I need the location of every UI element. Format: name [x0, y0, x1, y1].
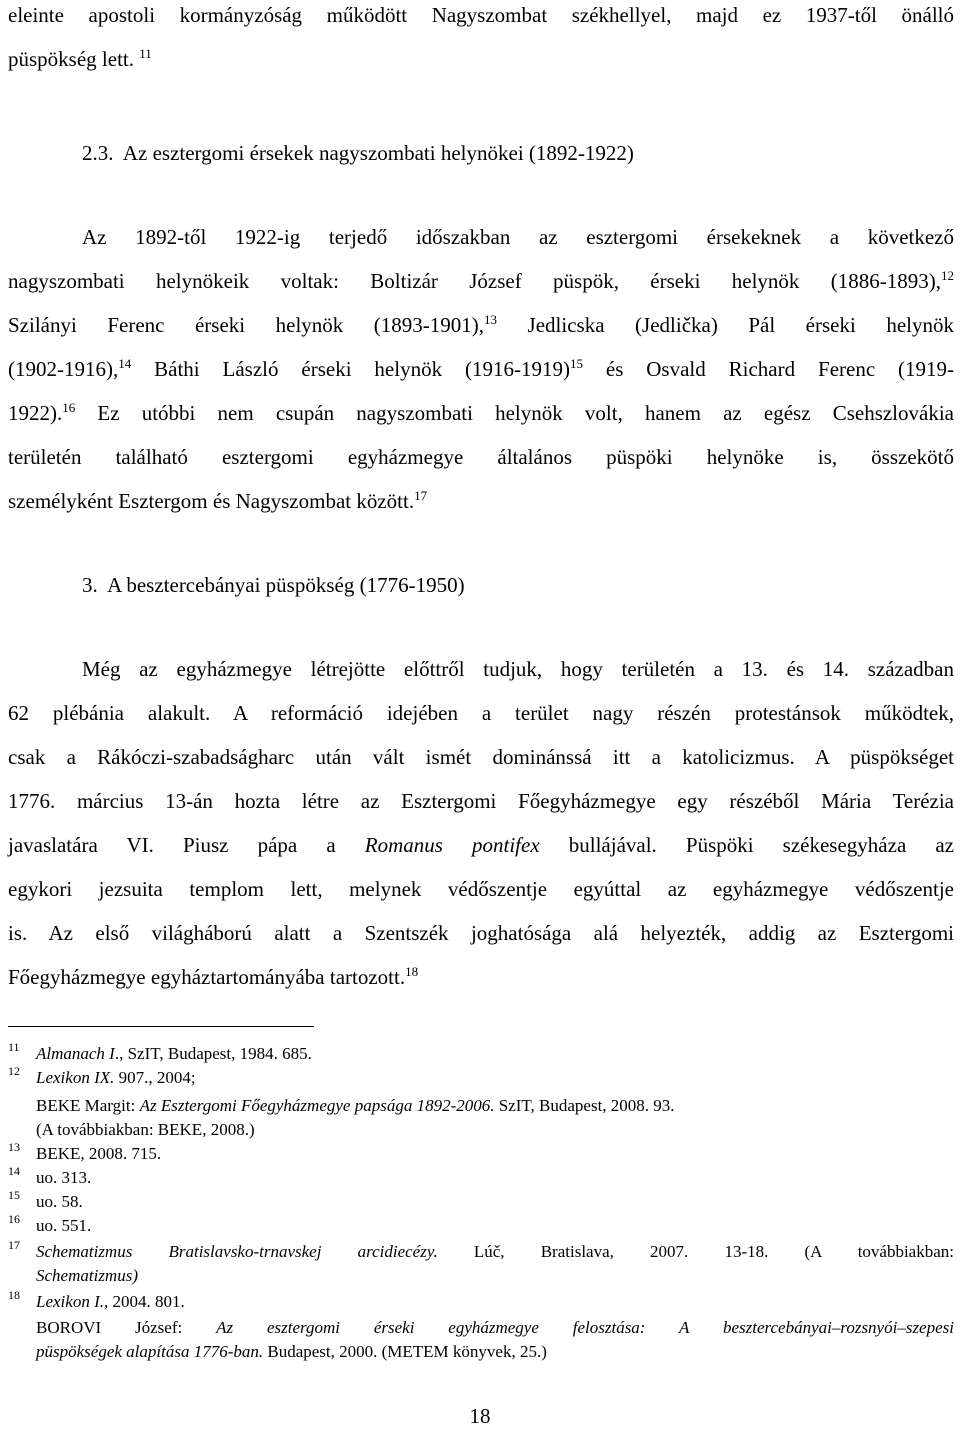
- body-text-line: 1922).$^{16}$ Ez utóbbi nem csupán nagyszombati helynök volt, hanem az egész Csehszlovákia: [8, 400, 954, 425]
- body-text-line: egykori jezsuita templom lett, melynek védőszentje egyúttal az egyházmegye védőszentje: [8, 877, 954, 901]
- body-text-line: (1902-1916),$^{14}$ Báthi László érseki helynök (1916-1919)$^{15}$ és Osvald Richard Ferenc (1919-: [8, 356, 955, 381]
- body-text-line: Szilányi Ferenc érseki helynök (1893-1901),$^{13}$ Jedlicska (Jedlička) Pál érseki helynök: [8, 312, 954, 337]
- footnote-text: Schematizmus): [36, 1266, 138, 1285]
- body-text-line: eleinte apostoli kormányzóság működött Nagyszombat székhellyel, majd ez 1937-től önálló: [8, 3, 954, 27]
- body-text-line: Az 1892-től 1922-ig terjedő időszakban az esztergomi érsekeknek a következő: [82, 225, 954, 249]
- footnote-text: Lexikon IX. 907., 2004;: [36, 1068, 196, 1087]
- body-text-line: püspökség lett. $^{11}$: [8, 46, 152, 71]
- section-heading: 3. A besztercebányai püspökség (1776-1950): [82, 573, 465, 597]
- body-text-line: csak a Rákóczi-szabadságharc után vált ismét dominánssá itt a katolicizmus. A püspökséget: [8, 745, 954, 769]
- body-text-line: Főegyházmegye egyháztartományába tartozott.$^{18}$: [8, 964, 419, 989]
- body-text-line: 1776. március 13-án hozta létre az Esztergomi Főegyházmegye egy részéből Mária Terézia: [8, 789, 954, 813]
- body-text-line: területén található esztergomi egyházmegye általános püspöki helynöke is, összekötő: [8, 445, 954, 469]
- page-number: 18: [469, 1404, 491, 1428]
- footnote-number: 14: [8, 1164, 20, 1178]
- footnote-text: uo. 58.: [36, 1192, 83, 1211]
- footnote-number: 16: [8, 1212, 20, 1226]
- footnote-text: (A továbbiakban: BEKE, 2008.): [36, 1120, 255, 1139]
- footnote-number: 12: [8, 1064, 20, 1078]
- footnote-separator: [8, 1026, 314, 1027]
- italic-title: Romanus pontifex: [364, 833, 540, 857]
- footnote-text: Almanach I., SzIT, Budapest, 1984. 685.: [36, 1044, 312, 1063]
- body-text-line: nagyszombati helynökeik voltak: Boltizár József püspök, érseki helynök (1886-1893),$^{12}$: [8, 268, 954, 293]
- footnote-text: BEKE Margit: Az Esztergomi Főegyházmegye papsága 1892-2006. SzIT, Budapest, 2008. 93.: [36, 1096, 675, 1115]
- body-text-line: 62 plébánia alakult. A reformáció idejében a terület nagy részén protestánsok működtek,: [8, 701, 954, 725]
- footnote-text: Schematizmus Bratislavsko-trnavskej arcidiecézy. Lúč, Bratislava, 2007. 13-18. (A továbbiakban:: [36, 1242, 954, 1261]
- body-text-line: javaslatára VI. Piusz pápa a Romanus pontifex bullájával. Püspöki székesegyháza az: [8, 833, 954, 857]
- footnote-ref: 13: [484, 312, 498, 327]
- body-text-line: Még az egyházmegye létrejötte előttről tudjuk, hogy területén a 13. és 14. században: [82, 657, 954, 681]
- footnote-ref: 14: [118, 356, 132, 371]
- footnote-ref: 16: [62, 400, 76, 415]
- footnote-ref: 11: [139, 46, 152, 61]
- footnote-ref: 12: [941, 268, 954, 283]
- footnote-number: 15: [8, 1188, 20, 1202]
- footnote-text: uo. 313.: [36, 1168, 92, 1187]
- footnote-number: 17: [8, 1238, 20, 1252]
- footnote-text: Lexikon I., 2004. 801.: [36, 1292, 185, 1311]
- body-text-line: személyként Esztergom és Nagyszombat között.$^{17}$: [8, 488, 428, 513]
- footnote-text: BEKE, 2008. 715.: [36, 1144, 162, 1163]
- footnote-text: püspökségek alapítása 1776-ban. Budapest, 2000. (METEM könyvek, 25.): [36, 1342, 547, 1361]
- footnote-ref: 18: [405, 964, 419, 979]
- body-text-line: is. Az első világháború alatt a Szentszék joghatósága alá helyezték, addig az Esztergomi: [8, 921, 954, 945]
- footnote-ref: 17: [414, 488, 428, 503]
- footnote-number: 11: [8, 1040, 20, 1054]
- footnote-text: BOROVI József: Az esztergomi érseki egyházmegye felosztása: A besztercebányai–rozsnyói–szepesi: [36, 1318, 954, 1337]
- footnote-ref: 15: [569, 356, 583, 371]
- footnote-number: 13: [8, 1140, 20, 1154]
- footnote-text: uo. 551.: [36, 1216, 92, 1235]
- footnote-number: 18: [8, 1288, 20, 1302]
- section-heading: 2.3. Az esztergomi érsekek nagyszombati helynökei (1892-1922): [82, 141, 634, 165]
